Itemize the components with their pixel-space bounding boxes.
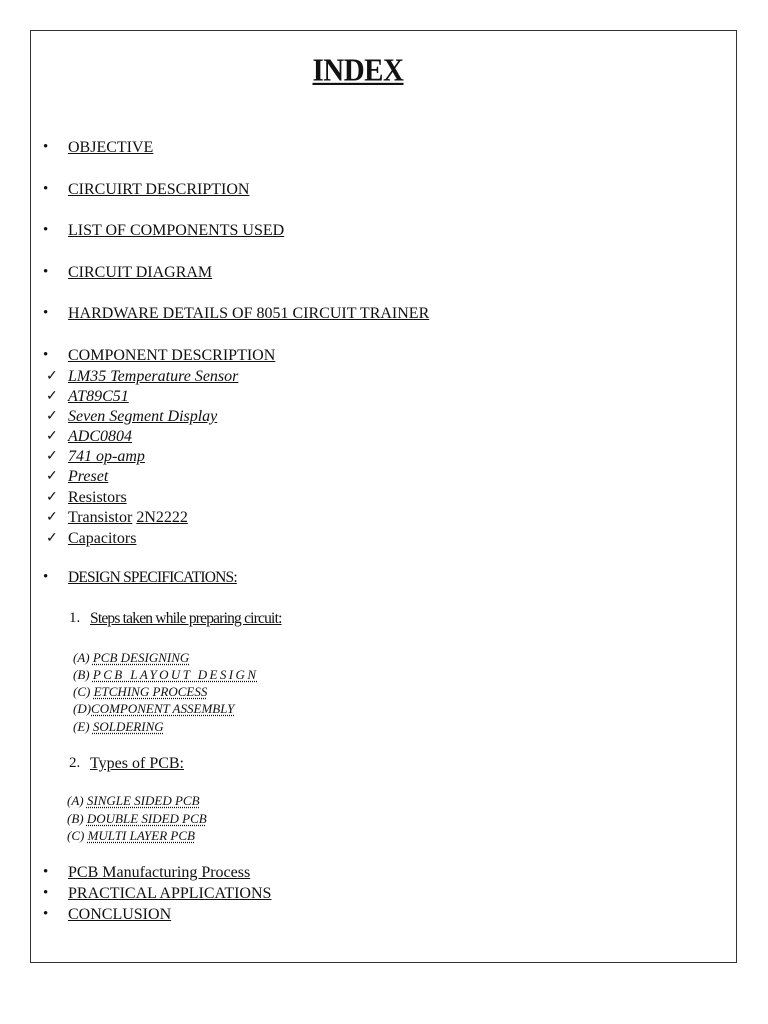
checkmark-icon: ✓ [46,449,58,464]
checkmark-icon: ✓ [46,510,58,525]
checkmark-icon: ✓ [46,429,58,444]
step-label: ETCHING PROCESS [93,684,208,699]
step-tag: (E) SOLDERING [73,719,164,734]
type-label: SINGLE SIDED PCB [86,793,200,808]
index-item-label: PCB Manufacturing Process [68,864,251,881]
checkmark-icon: ✓ [46,369,58,384]
bullet-icon: • [43,305,49,321]
bullet-icon: • [43,181,49,197]
step-label: PCB DESIGNING [92,650,190,665]
bullet-icon: • [43,864,49,880]
checkmark-icon: ✓ [46,490,58,505]
bullet-icon: • [43,569,49,585]
type-tag: (B) DOUBLE SIDED PCB [67,811,207,826]
types-number: 2. [69,755,81,771]
component-label: 741 op-amp [68,448,145,465]
page-title: INDEX [312,53,404,89]
index-item-label: PRACTICAL APPLICATIONS [68,885,272,902]
component-label: Capacitors [68,530,137,547]
checkmark-icon: ✓ [46,531,58,546]
index-item-label: OBJECTIVE [68,139,154,156]
step-tag: (B) PCB LAYOUT DESIGN [73,667,259,682]
step-tag: (D)COMPONENT ASSEMBLY [73,701,235,716]
step-tag: (A) PCB DESIGNING [73,650,190,665]
steps-label: Steps taken while preparing circuit: [90,610,282,627]
bullet-icon: • [43,885,49,901]
transistor-part-number: 2N2222 [136,509,188,526]
index-item-label: COMPONENT DESCRIPTION [68,347,276,364]
step-label: SOLDERING [92,719,164,734]
bullet-icon: • [43,264,49,280]
index-item-label: CIRCUIRT DESCRIPTION [68,181,250,198]
bullet-icon: • [43,139,49,155]
steps-number: 1. [69,610,81,626]
bullet-icon: • [43,222,49,238]
type-tag: (A) SINGLE SIDED PCB [67,793,200,808]
index-item-label: DESIGN SPECIFICATIONS: [68,569,237,586]
type-tag: (C) MULTI LAYER PCB [67,828,195,843]
checkmark-icon: ✓ [46,389,58,404]
checkmark-icon: ✓ [46,409,58,424]
step-label: PCB LAYOUT DESIGN [92,667,259,682]
index-item-label: HARDWARE DETAILS OF 8051 CIRCUIT TRAINER [68,305,430,322]
bullet-icon: • [43,347,49,363]
step-label: COMPONENT ASSEMBLY [91,701,235,716]
step-tag: (C) ETCHING PROCESS [73,684,208,699]
component-label: Resistors [68,489,127,506]
index-item-label: LIST OF COMPONENTS USED [68,222,285,239]
component-label: Transistor [68,509,133,526]
type-label: DOUBLE SIDED PCB [86,811,207,826]
type-label: MULTI LAYER PCB [87,828,195,843]
index-item-label: CONCLUSION [68,906,172,923]
component-label: Preset [68,468,109,485]
component-label: Seven Segment Display [68,408,218,425]
bullet-icon: • [43,906,49,922]
index-item-label: CIRCUIT DIAGRAM [68,264,213,281]
types-label: Types of PCB: [90,755,184,772]
checkmark-icon: ✓ [46,469,58,484]
component-label: AT89C51 [68,388,129,405]
component-label: LM35 Temperature Sensor [68,368,239,385]
component-label: ADC0804 [68,428,132,445]
